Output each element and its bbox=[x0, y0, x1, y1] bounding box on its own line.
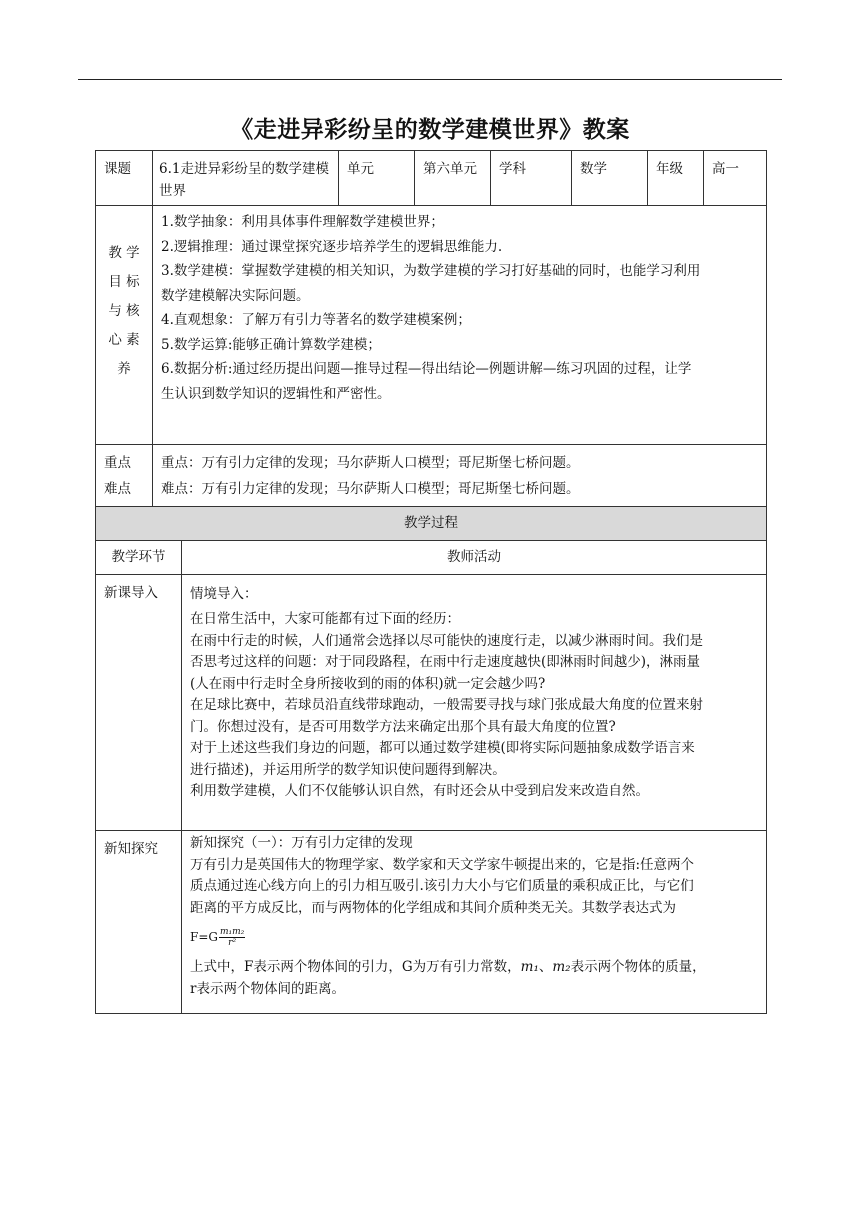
unit-label: 单元 bbox=[347, 161, 375, 177]
process-title-row bbox=[96, 507, 767, 541]
goals-row bbox=[96, 206, 767, 445]
explore-row bbox=[96, 831, 767, 1014]
header-row bbox=[96, 151, 767, 206]
topic-label: 课题 bbox=[104, 161, 131, 177]
goals-list bbox=[153, 206, 766, 412]
keypoints-label: 重点 难点 bbox=[104, 455, 131, 497]
grade-value: 高一 bbox=[712, 161, 740, 177]
explore-body: 新知探究（一）：万有引力定律的发现 万有引力是英国伟大的物理学家、数学家和天文学家牛顿提出来的，它是指:任意两个 质点通过连心线方向上的引力相互吸引.该引力大小与它们质量的乘积成正比，与它们 距离的平方成反比，而与两物体的化学组成和其间介质种类无关。其数学表达式为 F=G $\frac{\text{m₁m₂}}{\text{r²}}$ 上式中，F表示两个物体间的引力，G为万有引力常数，m₁、m₂表示两个物体的质量， r表示两个物体间的距离。 bbox=[182, 831, 766, 1000]
intro-stage: 新课导入 bbox=[104, 585, 158, 601]
difficult-point: 难点：万有引力定律的发现；马尔萨斯人口模型；哥尼斯堡七桥问题。 bbox=[161, 481, 580, 497]
keypoints-content bbox=[153, 445, 766, 502]
keypoints-row bbox=[96, 445, 767, 507]
lesson-plan-table bbox=[95, 150, 767, 1014]
goal-item: 6.数据分析:通过经历提出问题—推导过程—得出结论—例题讲解—练习巩固的过程，让学 bbox=[161, 361, 692, 377]
unit-value: 第六单元 bbox=[423, 161, 478, 177]
stage-column-header: 教学环节 bbox=[111, 549, 166, 565]
process-header-row bbox=[96, 541, 767, 575]
goal-item: 5.数学运算:能够正确计算数学建模； bbox=[161, 336, 381, 353]
key-point: 重点：万有引力定律的发现；马尔萨斯人口模型；哥尼斯堡七桥问题。 bbox=[161, 455, 580, 471]
intro-heading: 情境导入： bbox=[190, 586, 258, 602]
activity-column-header: 教师活动 bbox=[447, 549, 501, 565]
intro-row bbox=[96, 575, 767, 831]
goal-item: 4.直观想象：了解万有引力等著名的数学建模案例； bbox=[161, 312, 471, 328]
explore-stage: 新知探究 bbox=[104, 841, 158, 857]
intro-body: 在日常生活中，大家可能都有过下面的经历： 在雨中行走的时候，人们通常会选择以尽可能快的速度行走，以减少淋雨时间。我们是 否思考过这样的问题：对于同段路程，在雨中行走速度越快(即淋雨时间越少)，淋雨量 (人在雨中行走时全身所接收到的雨的体积)就一定会越少吗? 在足球比赛中，若球员沿直线带球跑动，一般需要寻找与球门张成最大角度的位置来射 门。你想过没有，是否可用数学方法来确定出那个具有最大角度的位置? 对于上述这些我们身边的问题，都可以通过数学建模(即将实际问题抽象成数学语言来 进行描述)，并运用所学的数学知识使问题得到解决。 利用数学建模，人们不仅能够认识自然，有时还会从中受到启发来改造自然。 bbox=[190, 611, 703, 799]
subject-label: 学科 bbox=[499, 161, 527, 177]
goal-item: 1.数学抽象：利用具体事件理解数学建模世界； bbox=[161, 214, 444, 230]
document-title: 《走进异彩纷呈的数学建模世界》教案 bbox=[230, 117, 630, 143]
process-title: 教学过程 bbox=[404, 515, 458, 531]
goals-label: 教 学 目 标 与 核 心 素 养 bbox=[108, 245, 140, 377]
goal-item: 生认识到数学知识的逻辑性和严密性。 bbox=[161, 385, 391, 402]
subject-value: 数学 bbox=[580, 161, 608, 177]
header-rule bbox=[78, 79, 782, 80]
goal-item: 2.逻辑推理：通过课堂探究逐步培养学生的逻辑思维能力. bbox=[161, 238, 503, 255]
topic-value: 6.1走进异彩纷呈的数学建模世界 bbox=[159, 161, 329, 199]
goal-item: 3.数学建模：掌握数学建模的相关知识，为数学建模的学习打好基础的同时，也能学习利用 bbox=[161, 263, 701, 279]
grade-label: 年级 bbox=[656, 161, 684, 177]
goal-item: 数学建模解决实际问题。 bbox=[161, 287, 310, 304]
gravity-formula: F=G $\frac{\text{m₁m₂}}{\text{r²}}$ bbox=[190, 927, 245, 948]
